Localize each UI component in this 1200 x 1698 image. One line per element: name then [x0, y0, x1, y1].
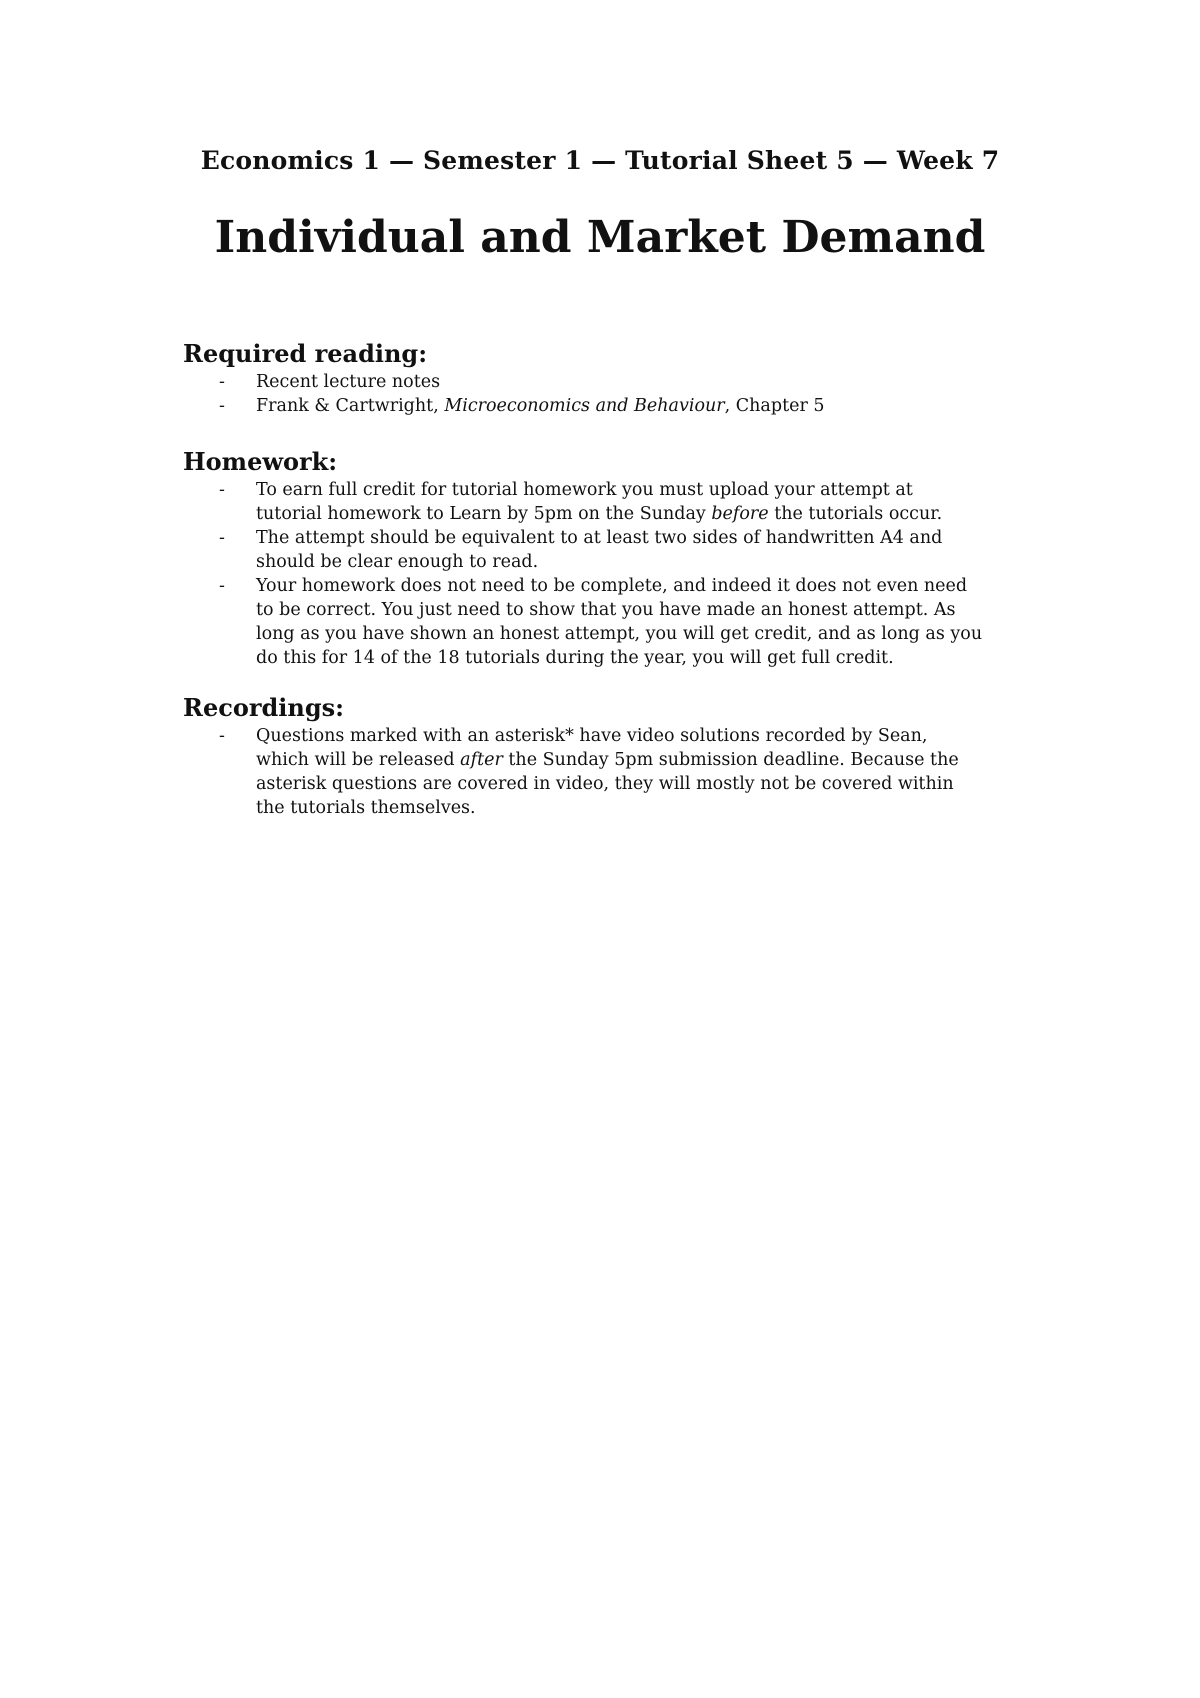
required-reading-heading: Required reading: [183, 339, 428, 368]
list-item [183, 394, 983, 418]
reading-item-text: , Chapter 5 [724, 396, 825, 416]
homework-item-text: the tutorials occur. [768, 504, 943, 524]
dash-bullet: - [219, 396, 225, 416]
reading-item-text: Frank & Cartwright, [256, 396, 445, 416]
dash-bullet: - [219, 576, 225, 596]
dash-bullet: - [219, 480, 225, 500]
emphasis-text: before [711, 504, 769, 524]
emphasis-text: after [460, 750, 503, 770]
homework-item-text: The attempt should be equivalent to at least two sides of handwritten A4 and should be clear enough to read. [256, 528, 943, 572]
page-title: Individual and Market Demand [214, 212, 986, 263]
list-item [183, 574, 983, 670]
recordings-heading: Recordings: [183, 693, 344, 722]
list-item [183, 478, 983, 526]
course-header: Economics 1 — Semester 1 — Tutorial Sheet 5 — Week 7 [200, 146, 1000, 175]
list-item [183, 370, 983, 394]
dash-bullet: - [219, 372, 225, 392]
list-item [183, 526, 983, 574]
homework-list [183, 478, 983, 670]
homework-item-text: To earn full credit for tutorial homework you must upload your attempt at tutorial homework to Learn by 5pm on the Sunday [256, 480, 913, 524]
homework-item-text: Your homework does not need to be complete, and indeed it does not even need to be correct. You just need to show that you have made an honest attempt. As long as you have shown an honest attempt, you will get credit, and as long as you do this for 14 of the 18 tutorials during the year, you will get full credit. [256, 576, 983, 668]
dash-bullet: - [219, 726, 225, 746]
reading-item-text: Recent lecture notes [256, 372, 441, 392]
recordings-item-text: the Sunday 5pm submission deadline. Because the asterisk questions are covered in video, they will mostly not be covered within the tutorials themselves. [256, 750, 959, 818]
recordings-list [183, 724, 983, 820]
required-reading-section [183, 338, 983, 418]
book-title: Microeconomics and Behaviour [444, 396, 725, 416]
homework-heading: Homework: [183, 447, 338, 476]
recordings-item-text: Questions marked with an asterisk* have video solutions recorded by Sean, which will be released [256, 726, 928, 770]
required-reading-list [183, 370, 983, 418]
recordings-section [183, 692, 983, 820]
dash-bullet: - [219, 528, 225, 548]
homework-section [183, 446, 983, 670]
list-item [183, 724, 983, 820]
